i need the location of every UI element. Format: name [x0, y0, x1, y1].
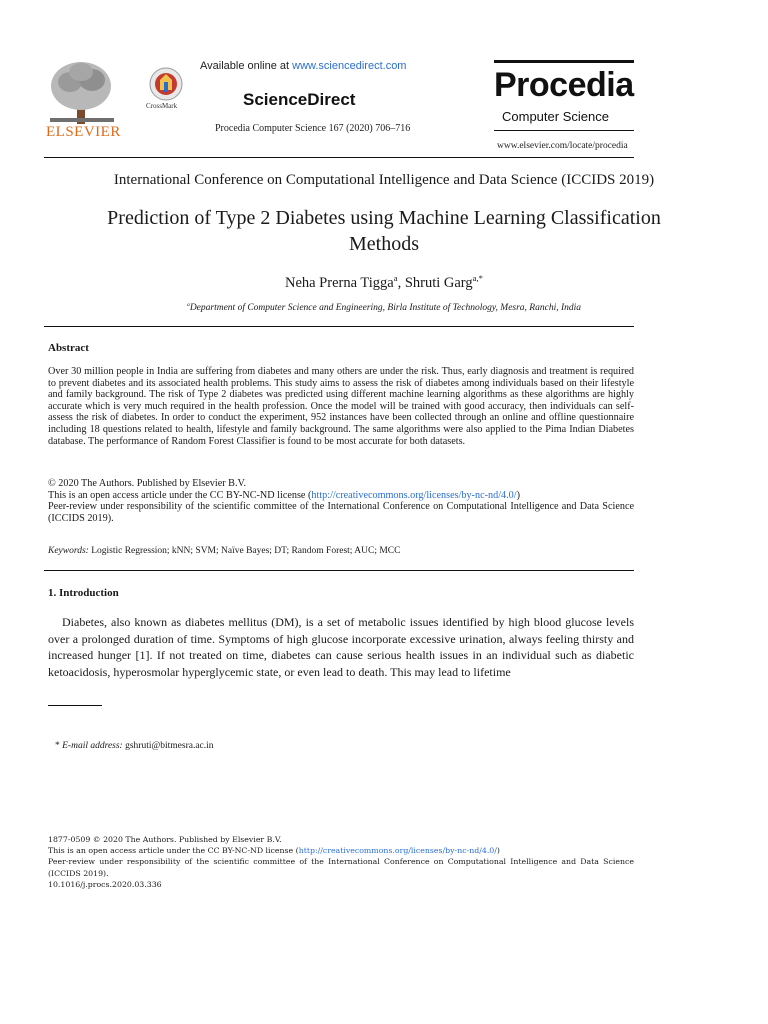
doi-line[interactable]: 10.1016/j.procs.2020.03.336	[48, 879, 162, 889]
peer-review-line: Peer-review under responsibility of the scientific committee of the International Conference on Computational Intelligence and Data Science (ICCIDS 2019).	[48, 501, 634, 524]
journal-reference: Procedia Computer Science 167 (2020) 706–716	[215, 123, 411, 134]
procedia-top-rule	[494, 60, 634, 63]
abstract-divider	[44, 570, 634, 571]
author-affil-marker: a,*	[472, 273, 484, 283]
introduction-text: Diabetes, also known as diabetes mellitus (DM), is a set of metabolic issues identified by high blood glucose levels over a prolonged duration of time. Symptoms of high glucose incorporate excessive urination, always feeling thirsty and increased hunger [1]. If not treated on time, diabetes can cause serious health issues in an individual such as diabetic ketoacidosis, hyperosmolar hyperglycemic state, or even lead to death. This may lead to lifetime	[48, 615, 634, 679]
license-link[interactable]: http://creativecommons.org/licenses/by-nc-nd/4.0/	[311, 489, 517, 501]
email-label: E-mail address:	[62, 741, 123, 751]
conference-name: International Conference on Computational Intelligence and Data Science (ICCIDS 2019)	[113, 172, 655, 188]
issn-line: 1877-0509 © 2020 The Authors. Published by Elsevier B.V.	[48, 835, 282, 844]
footer-peer-review-line: Peer-review under responsibility of the scientific committee of the International Conference on Computational Intelligence and Data Science (ICCIDS 2019).	[48, 857, 634, 878]
abstract-copyright-block	[48, 478, 634, 524]
footer-license-prefix: This is an open access article under the CC BY-NC-ND license (	[48, 846, 299, 856]
elsevier-wordmark: ELSEVIER	[46, 124, 121, 140]
affiliation-text: Department of Computer Science and Engineering, Birla Institute of Technology, Mesra, Ranchi, India	[189, 303, 582, 314]
affiliation	[0, 302, 768, 313]
footnote-divider	[48, 705, 102, 706]
email-address[interactable]: gshruti@bitmesra.ac.in	[122, 741, 214, 751]
header-divider	[44, 157, 634, 158]
paper-title: Prediction of Type 2 Diabetes using Machine Learning Classification Methods	[107, 207, 661, 255]
journal-url-link[interactable]: www.elsevier.com/locate/procedia	[497, 141, 628, 151]
available-prefix: Available online at	[200, 60, 293, 72]
sciencedirect-wordmark: ScienceDirect	[243, 90, 356, 109]
license-prefix: This is an open access article under the CC BY-NC-ND license (	[48, 489, 312, 501]
corresponding-email-footnote	[55, 741, 214, 751]
license-line	[48, 490, 634, 502]
author-separator: ,	[397, 274, 405, 291]
affiliation-marker: a	[186, 302, 190, 308]
introduction-heading: 1. Introduction	[48, 587, 119, 599]
abstract-heading: Abstract	[48, 342, 89, 354]
footnote-marker: *	[55, 741, 63, 751]
crossmark-label: CrossMark	[146, 102, 178, 110]
footer-license-line	[48, 845, 634, 856]
publication-info-footer	[48, 834, 634, 890]
procedia-subtitle: Computer Science	[502, 109, 609, 124]
author-affil-marker: a	[393, 273, 398, 283]
footer-license-suffix: )	[496, 846, 500, 856]
footer-license-link[interactable]: http://creativecommons.org/licenses/by-nc-nd/4.0/	[298, 846, 497, 856]
keywords-text: Logistic Regression; kNN; SVM; Naïve Bayes; DT; Random Forest; AUC; MCC	[88, 546, 401, 556]
procedia-bottom-rule	[494, 130, 634, 131]
author-name: Neha Prerna Tigga	[284, 274, 394, 291]
keywords-label: Keywords:	[48, 546, 89, 556]
author-list	[0, 273, 768, 292]
author-name: Shruti Garg	[404, 274, 473, 291]
abstract-text: Over 30 million people in India are suffering from diabetes and many others are under the risk. Thus, early diagnosis and treatment is required to prevent diabetes and its associated health problems. This study aims to assess the risk of diabetes among individuals based on their lifestyle and family background. The risk of Type 2 diabetes was predicted using different machine learning algorithms as these algorithms are highly accurate which is very much required in the health profession. Once the model will be trained with good accuracy, then individuals can self-assess the risk of diabetes. In order to conduct the experiment, 952 instances have been collected through an online and offline questionnaire including 18 questions related to health, lifestyle and family background. The same algorithms were also applied to the Pima Indian Diabetes database. The performance of Random Forest Classifier is found to be most accurate for both datasets.	[48, 366, 634, 447]
procedia-wordmark: Procedia	[494, 66, 634, 104]
title-divider	[44, 326, 634, 327]
available-online-line	[200, 60, 406, 72]
license-suffix: )	[516, 489, 521, 501]
copyright-line: © 2020 The Authors. Published by Elsevier B.V.	[48, 478, 247, 489]
sciencedirect-link[interactable]: www.sciencedirect.com	[292, 60, 407, 72]
keywords-line	[48, 546, 634, 558]
